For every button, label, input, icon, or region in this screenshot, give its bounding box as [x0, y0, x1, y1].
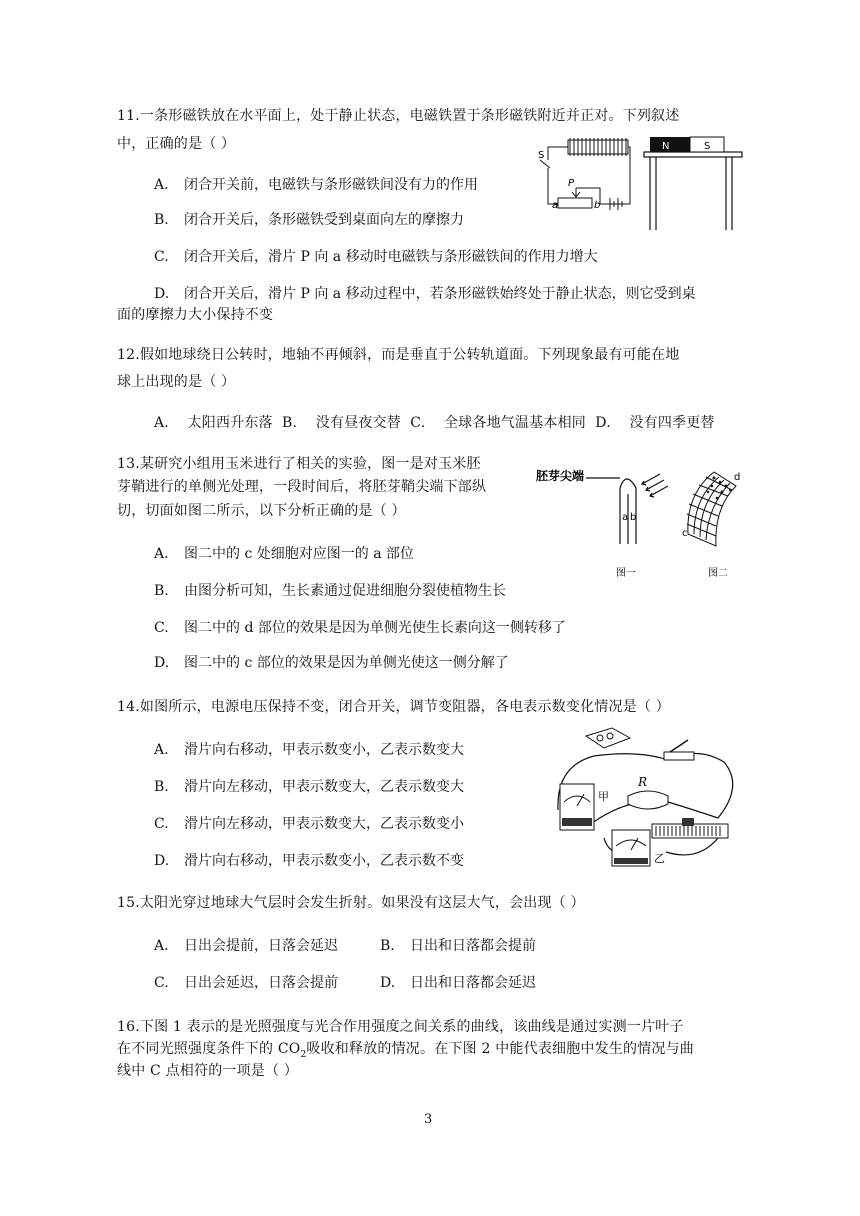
q11-option-b-letter: B.	[154, 212, 169, 228]
q11-stem-line1: 11.一条形磁铁放在水平面上，处于静止状态，电磁铁置于条形磁铁附近并正对。下列叙述	[117, 108, 680, 124]
q13-stem-line1: 13.某研究小组用玉米进行了相关的实验，图一是对玉米胚	[117, 456, 481, 472]
q11-option-d-text: 闭合开关后，滑片 P 向 a 移动过程中，若条形磁铁始终处于静止状态，则它受到桌	[184, 286, 696, 302]
coleoptile-section-grid	[687, 472, 736, 546]
q14-stem-line1: 14.如图所示，电源电压保持不变，闭合开关，调节变阻器，各电表示数变化情况是（ ）	[117, 699, 670, 715]
q13-option-a-text: 图二中的 c 处细胞对应图一的 a 部位	[184, 546, 414, 562]
q15-option-d-text: 日出和日落都会延迟	[410, 975, 536, 991]
q13-option-c-text: 图二中的 d 部位的效果是因为单侧光使生长素向这一侧转移了	[184, 620, 566, 636]
meter-yi-label: 乙	[654, 852, 665, 865]
q15-option-d-letter: D.	[380, 975, 396, 991]
slider-p-label: P	[568, 178, 575, 189]
q16-co2-subscript: 2	[300, 1049, 307, 1060]
q12-options: A. 太阳西升东落 B. 没有昼夜交替 C. 全球各地气温基本相同 D. 没有四季更替	[154, 415, 715, 431]
q15-option-c-text: 日出会延迟，日落会提前	[184, 975, 338, 991]
q15-option-b-letter: B.	[380, 938, 395, 954]
coleoptile-tip-label: 胚芽尖端	[536, 469, 585, 483]
q14-figure	[548, 726, 744, 870]
rheostat-b-label: b	[594, 200, 601, 211]
q15-option-b-text: 日出和日落都会提前	[410, 938, 536, 954]
rheostat-a-label: a	[552, 200, 559, 211]
q11-option-c-text: 闭合开关后，滑片 P 向 a 移动时电磁铁与条形磁铁间的作用力增大	[184, 249, 598, 265]
q11-option-d-letter: D.	[154, 286, 170, 302]
fig2-d-label: d	[734, 472, 741, 483]
q14-option-c-text: 滑片向左移动，甲表示数变大，乙表示数变小	[184, 816, 464, 832]
q13-option-d-letter: D.	[154, 655, 170, 671]
switch	[664, 740, 694, 760]
q11-stem-line2: 中，正确的是（ ）	[117, 136, 236, 152]
q12-stem-line2: 球上出现的是（ ）	[117, 374, 236, 390]
fig1-a-label: a	[622, 512, 629, 523]
q16-stem-line2-post: 吸收和释放的情况。在下图 2 中能代表细胞中发生的情况与曲	[306, 1041, 694, 1057]
resistor-r	[628, 791, 668, 809]
q11-option-b-text: 闭合开关后，条形磁铁受到桌面向左的摩擦力	[184, 212, 464, 228]
q13-figure	[536, 464, 746, 580]
ammeter-jia	[560, 784, 594, 830]
q13-stem-line3: 切，切面如图二所示，以下分析正确的是（ ）	[117, 503, 406, 519]
q14-option-d-letter: D.	[154, 853, 170, 869]
q11-option-a-text: 闭合开关前，电磁铁与条形磁铁间没有力的作用	[184, 177, 478, 193]
q14-option-b-letter: B.	[154, 779, 169, 795]
resistor-r-label: R	[638, 775, 648, 789]
page-number: 3	[424, 1112, 433, 1127]
q13-option-c-letter: C.	[154, 620, 169, 636]
q14-option-c-letter: C.	[154, 816, 169, 832]
voltmeter-yi	[612, 830, 650, 866]
figure-two-label: 图二	[708, 568, 728, 579]
q11-option-d-line2: 面的摩擦力大小保持不变	[117, 307, 274, 323]
q12-stem-line1: 12.假如地球绕日公转时，地轴不再倾斜，而是垂直于公转轨道面。下列现象最有可能在地	[117, 347, 680, 363]
q13-option-d-text: 图二中的 c 部位的效果是因为单侧光使这一侧分解了	[184, 655, 509, 671]
q13-option-a-letter: A.	[154, 546, 169, 562]
q14-option-a-text: 滑片向右移动，甲表示数变小，乙表示数变大	[184, 742, 464, 758]
q16-stem-line2-pre: 在不同光照强度条件下的 CO	[117, 1041, 301, 1057]
electromagnet-coil	[568, 138, 628, 156]
switch-label: S	[538, 150, 545, 161]
fig1-b-label: b	[630, 512, 637, 523]
meter-jia-label: 甲	[598, 790, 609, 803]
q16-stem-line2	[117, 1040, 694, 1064]
q14-option-d-text: 滑片向右移动，甲表示数变小，乙表示数不变	[184, 853, 464, 869]
q13-stem-line2: 芽鞘进行的单侧光处理，一段时间后，将胚芽鞘尖端下部纵	[117, 479, 487, 495]
magnet-n-label: N	[662, 141, 670, 152]
q15-option-a-text: 日出会提前，日落会延迟	[184, 938, 338, 954]
q14-option-b-text: 滑片向左移动，甲表示数变大，乙表示数变大	[184, 779, 464, 795]
q15-stem-line1: 15.太阳光穿过地球大气层时会发生折射。如果没有这层大气，会出现（ ）	[117, 895, 585, 911]
rheostat	[652, 818, 728, 838]
q16-stem-line1: 16.下图 1 表示的是光照强度与光合作用强度之间关系的曲线，该曲线是通过实测一片叶子	[117, 1019, 684, 1035]
figure-one-label: 图一	[616, 568, 636, 579]
q13-option-b-text: 由图分析可知，生长素通过促进细胞分裂使植物生长	[184, 583, 506, 599]
q14-option-a-letter: A.	[154, 742, 169, 758]
magnet-s-label: S	[704, 141, 711, 152]
q13-option-b-letter: B.	[154, 583, 169, 599]
q15-option-c-letter: C.	[154, 975, 169, 991]
q11-figure	[518, 132, 743, 230]
q11-option-c-letter: C.	[154, 249, 169, 265]
q15-option-a-letter: A.	[154, 938, 169, 954]
battery-box	[586, 728, 630, 748]
q11-option-a-letter: A.	[154, 177, 169, 193]
fig2-c-label: c	[682, 528, 688, 539]
q16-stem-line3: 线中 C 点相符的一项是（ ）	[117, 1063, 299, 1079]
